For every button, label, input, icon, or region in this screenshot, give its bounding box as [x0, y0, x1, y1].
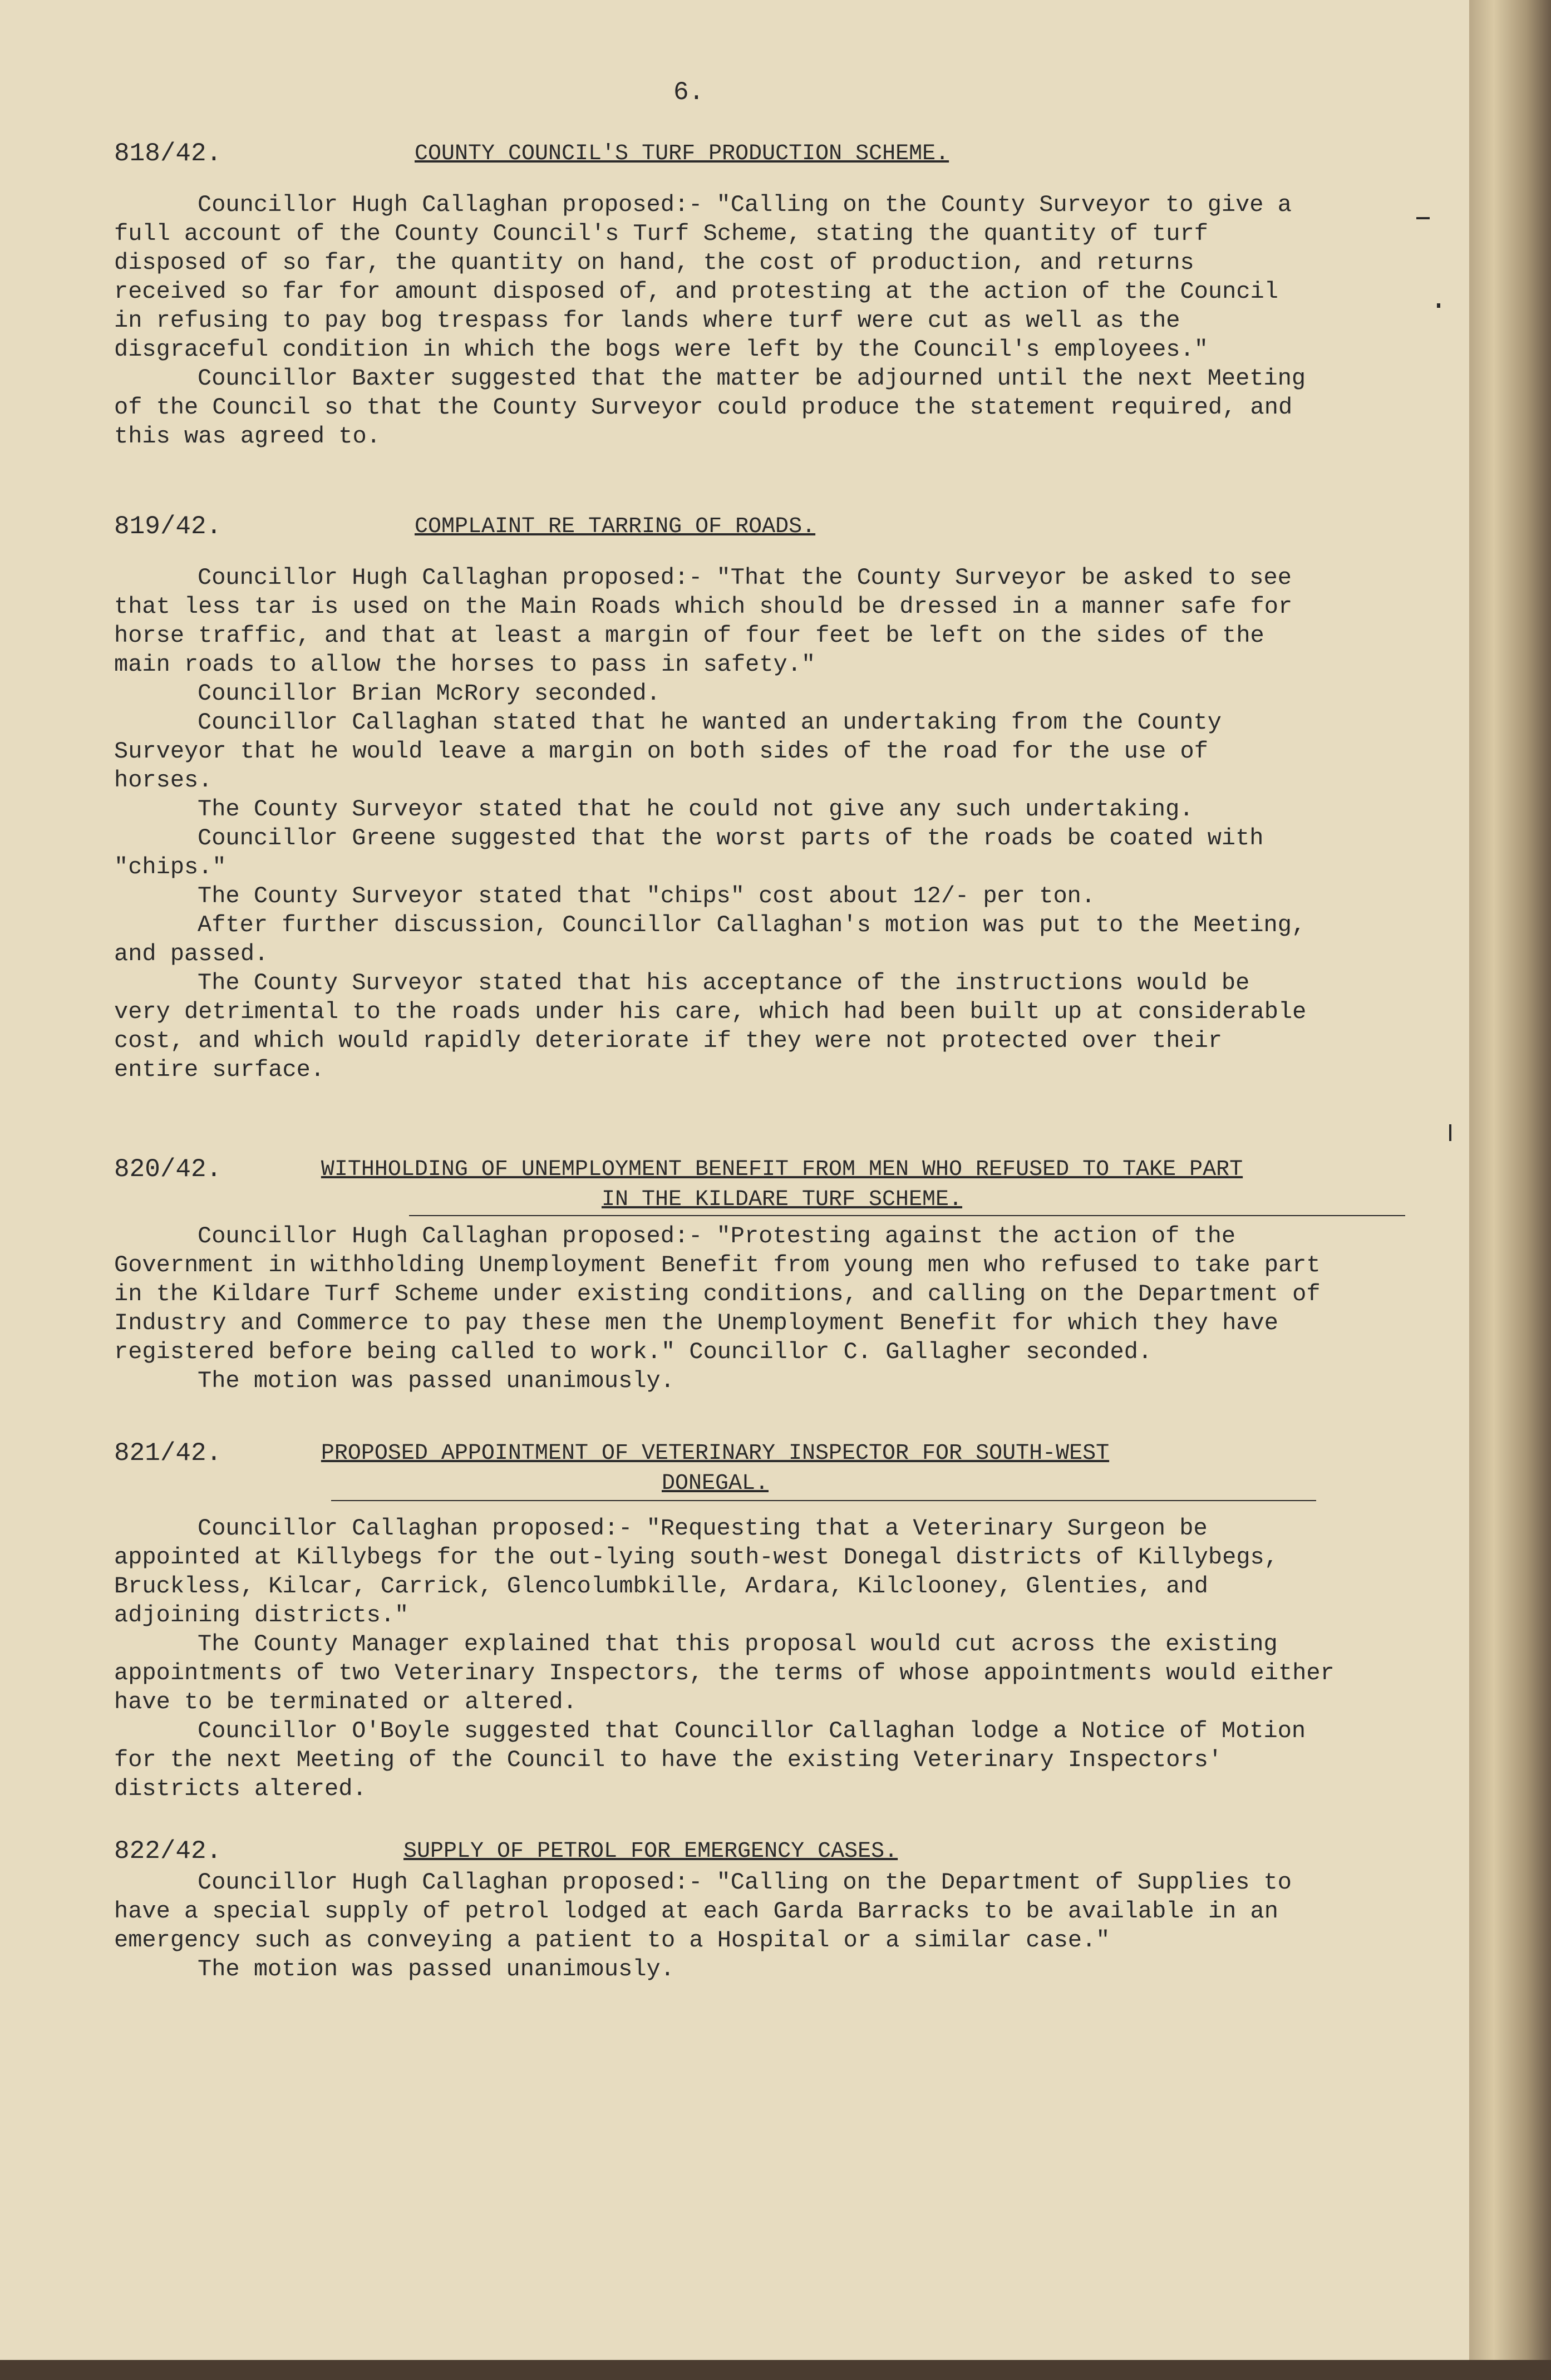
margin-mark: [1416, 217, 1430, 219]
paragraph: The County Surveyor stated that his acceptance of the instructions would be very detrimental to the roads under his care, which had been built up at considerable cost, and which would rapidly deteriorate if they were not protected over their entire surface.: [114, 970, 1307, 1083]
item-body: [114, 1222, 1338, 1395]
minute-item-820: [114, 1155, 1338, 1433]
paragraph: Councillor Baxter suggested that the matter be adjourned until the next Meeting of the Council so that the County Surveyor could produce the statement required, and this was agreed to.: [114, 365, 1306, 450]
paragraph: Councillor Brian McRory seconded.: [198, 680, 661, 707]
paragraph: Councillor Hugh Callaghan proposed:- "Calling on the Department of Supplies to have a special supply of petrol lodged at each Garda Barracks to be available in an emergency such as conveying a patient to a Hospital or a similar case.": [114, 1869, 1292, 1954]
item-heading: SUPPLY OF PETROL FOR EMERGENCY CASES.: [403, 1839, 898, 1864]
paragraph: Councillor Greene suggested that the worst parts of the roads be coated with "chips.": [114, 825, 1264, 881]
paragraph: Councillor Hugh Callaghan proposed:- "That the County Surveyor be asked to see that less tar is used on the Main Roads which should be dressed in a manner safe for horse traffic, and that at least a margin of four feet be left on the sides of the main roads to allow the horses to pass in safety.": [114, 564, 1293, 678]
page-edge: [0, 2360, 1551, 2380]
heading-rule: [331, 1500, 1316, 1501]
paragraph: Councillor Callaghan proposed:- "Requesting that a Veterinary Surgeon be appointed at Killybegs for the out-lying south-west Donegal districts of Killybegs, Bruckless, Kilcar, Carrick, Glencolumbkille, Ardara, Kilclooney, Glenties, and adjoining districts.": [114, 1515, 1278, 1629]
minute-item-822: [114, 1837, 1338, 2048]
minute-item-819: [114, 512, 1338, 1141]
item-body: [114, 1868, 1338, 1984]
margin-mark: [1449, 1124, 1451, 1141]
item-number: 818/42.: [114, 139, 222, 168]
item-heading: WITHHOLDING OF UNEMPLOYMENT BENEFIT FROM MEN WHO REFUSED TO TAKE PART IN THE KILDARE TURF SCHEME.: [321, 1157, 1243, 1212]
paragraph: Councillor O'Boyle suggested that Councillor Callaghan lodge a Notice of Motion for the next Meeting of the Council to have the existing Veterinary Inspectors' districts altered.: [114, 1718, 1306, 1802]
item-number: 822/42.: [114, 1837, 222, 1866]
paragraph: Councillor Callaghan stated that he wanted an undertaking from the County Surveyor that he would leave a margin on both sides of the road for the use of horses.: [114, 709, 1222, 794]
minute-item-821: [114, 1439, 1338, 1823]
paragraph: After further discussion, Councillor Callaghan's motion was put to the Meeting, and passed.: [114, 912, 1306, 967]
paragraph: The motion was passed unanimously.: [198, 1368, 674, 1394]
item-heading: COUNTY COUNCIL'S TURF PRODUCTION SCHEME.: [415, 141, 949, 166]
item-body: [114, 190, 1311, 451]
paragraph: The County Surveyor stated that "chips" cost about 12/- per ton.: [198, 883, 1096, 909]
margin-mark: [1437, 303, 1440, 308]
item-heading: COMPLAINT RE TARRING OF ROADS.: [415, 514, 816, 539]
item-number: 819/42.: [114, 512, 222, 541]
item-body: [114, 1514, 1338, 1803]
paragraph: The motion was passed unanimously.: [198, 1956, 674, 1983]
item-number: 820/42.: [114, 1155, 222, 1184]
heading-rule: [409, 1215, 1405, 1216]
item-body: [114, 563, 1311, 1084]
minute-item-818: [114, 139, 1338, 490]
paragraph: Councillor Hugh Callaghan proposed:- "Protesting against the action of the Government in withholding Unemployment Benefit from young men who refused to take part in the Kildare Turf Scheme under existing conditions, and calling on the Department of Industry and Commerce to pay these men the Unemployment Benefit for which they have registered before being called to work." Councillor C. Gallagher seconded.: [114, 1223, 1321, 1365]
paragraph: The County Manager explained that this proposal would cut across the existing appointments of two Veterinary Inspectors, the terms of whose appointments would either have to be terminated or altered.: [114, 1631, 1335, 1715]
page-number: 6.: [673, 78, 705, 107]
paragraph: Councillor Hugh Callaghan proposed:- "Calling on the County Surveyor to give a full account of the County Council's Turf Scheme, stating the quantity of turf disposed of so far, the quantity on hand, the cost of production, and returns received so far for amount disposed of, and protesting at the action of the Council in refusing to pay bog trespass for lands where turf were cut as well as the disgraceful condition in which the bogs were left by the Council's employees.": [114, 191, 1292, 363]
book-spine: [1469, 0, 1551, 2380]
item-heading: PROPOSED APPOINTMENT OF VETERINARY INSPECTOR FOR SOUTH-WEST DONEGAL.: [321, 1441, 1110, 1496]
item-number: 821/42.: [114, 1439, 222, 1468]
paragraph: The County Surveyor stated that he could not give any such undertaking.: [198, 796, 1194, 823]
